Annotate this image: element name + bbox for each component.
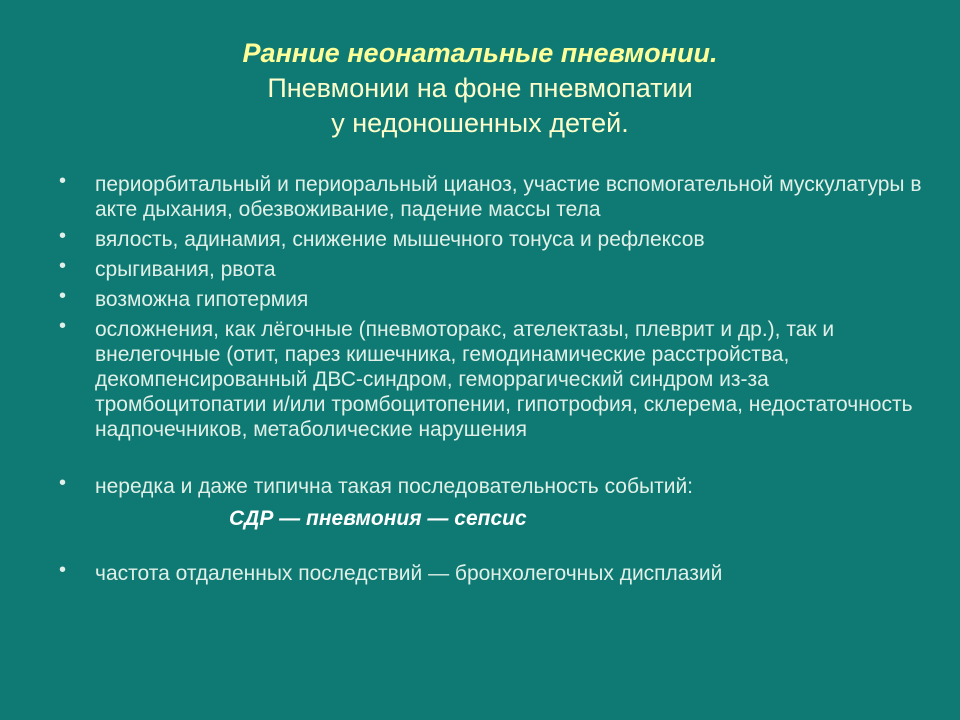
bullet-icon: •: [59, 255, 67, 277]
bullet-text: периорбитальный и периоральный цианоз, участие вспомогательной мускулатуры в акте дыхания, обезвоживание, падение массы тела: [95, 173, 922, 221]
bullet-text: срыгивания, рвота: [95, 258, 276, 281]
title-line-3: у недоношенных детей.: [331, 108, 629, 138]
bullet-text: вялость, адинамия, снижение мышечного тонуса и рефлексов: [95, 228, 705, 251]
bullet-text: частота отдаленных последствий — бронхолегочных дисплазий: [95, 562, 723, 585]
bullet-icon: •: [59, 559, 67, 581]
bullet-text: возможна гипотермия: [95, 288, 309, 311]
bullet-icon: •: [59, 285, 67, 307]
bullet-item: [52, 227, 932, 252]
bullet-item: [52, 172, 932, 222]
bullet-text: осложнения, как лёгочные (пневмоторакс, ателектазы, плеврит и др.), так и внелегочные (отит, парез кишечника, гемодинамические расстройства, декомпенсированный ДВС-синдром, геморрагический синдром из-за тромбоцитопатии и/или тромбоцитопении, гипотрофия, склерема, недостаточность надпочечников, метаболические нарушения: [95, 318, 913, 441]
bullet-icon: •: [59, 170, 67, 192]
bullet-item: [52, 287, 932, 312]
bullet-icon: •: [59, 315, 67, 337]
bullet-item: [52, 561, 932, 586]
slide-title: [0, 36, 960, 141]
title-line-2: Пневмонии на фоне пневмопатии: [267, 73, 693, 103]
title-line-1: Ранние неонатальные пневмонии.: [242, 38, 718, 68]
bullet-item: [52, 257, 932, 282]
bullet-icon: •: [59, 225, 67, 247]
bullet-item: [52, 317, 932, 442]
sequence-text: СДР — пневмония — сепсис: [229, 507, 527, 530]
bullet-icon: •: [59, 472, 67, 494]
bullet-text: нередка и даже типична такая последовательность событий:: [95, 475, 694, 498]
bullet-item: [52, 474, 932, 531]
bullet-list: [52, 172, 932, 591]
